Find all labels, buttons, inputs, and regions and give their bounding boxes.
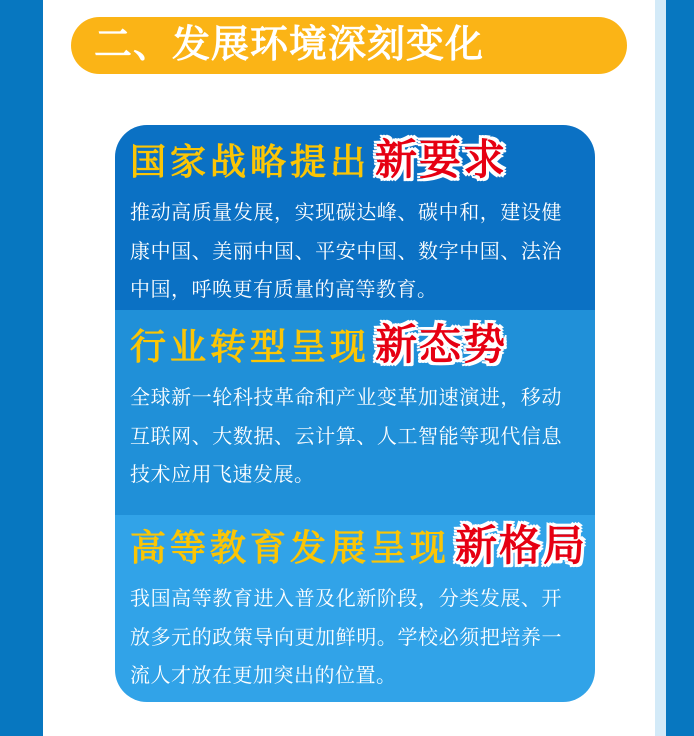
section-title xyxy=(130,521,595,573)
right-side-strip xyxy=(666,0,694,736)
section-higher-education xyxy=(115,515,595,702)
right-light-strip xyxy=(655,0,666,736)
section-national-strategy xyxy=(115,125,595,310)
section-title xyxy=(130,320,595,372)
section-title-text: 国家战略提出 xyxy=(130,141,371,182)
section-body: 我国高等教育进入普及化新阶段，分类发展、开放多元的政策导向更加鲜明。学校必须把培养一流人才放在更加突出的位置。 xyxy=(130,588,562,687)
page-heading: 二、发展环境深刻变化 xyxy=(71,17,627,74)
section-highlight: 新要求 xyxy=(375,136,508,183)
section-highlight: 新态势 xyxy=(375,321,508,368)
section-industry-transformation xyxy=(115,310,595,515)
section-body: 推动高质量发展，实现碳达峰、碳中和，建设健康中国、美丽中国、平安中国、数字中国、法治中国，呼唤更有质量的高等教育。 xyxy=(130,202,562,301)
section-title xyxy=(130,135,595,187)
section-title-text: 高等教育发展呈现 xyxy=(130,527,451,568)
section-body: 全球新一轮科技革命和产业变革加速演进，移动互联网、大数据、云计算、人工智能等现代信息技术应用飞速发展。 xyxy=(130,387,562,486)
section-highlight: 新格局 xyxy=(455,522,588,569)
info-card xyxy=(115,125,595,702)
section-title-text: 行业转型呈现 xyxy=(130,326,371,367)
left-side-strip xyxy=(0,0,43,736)
